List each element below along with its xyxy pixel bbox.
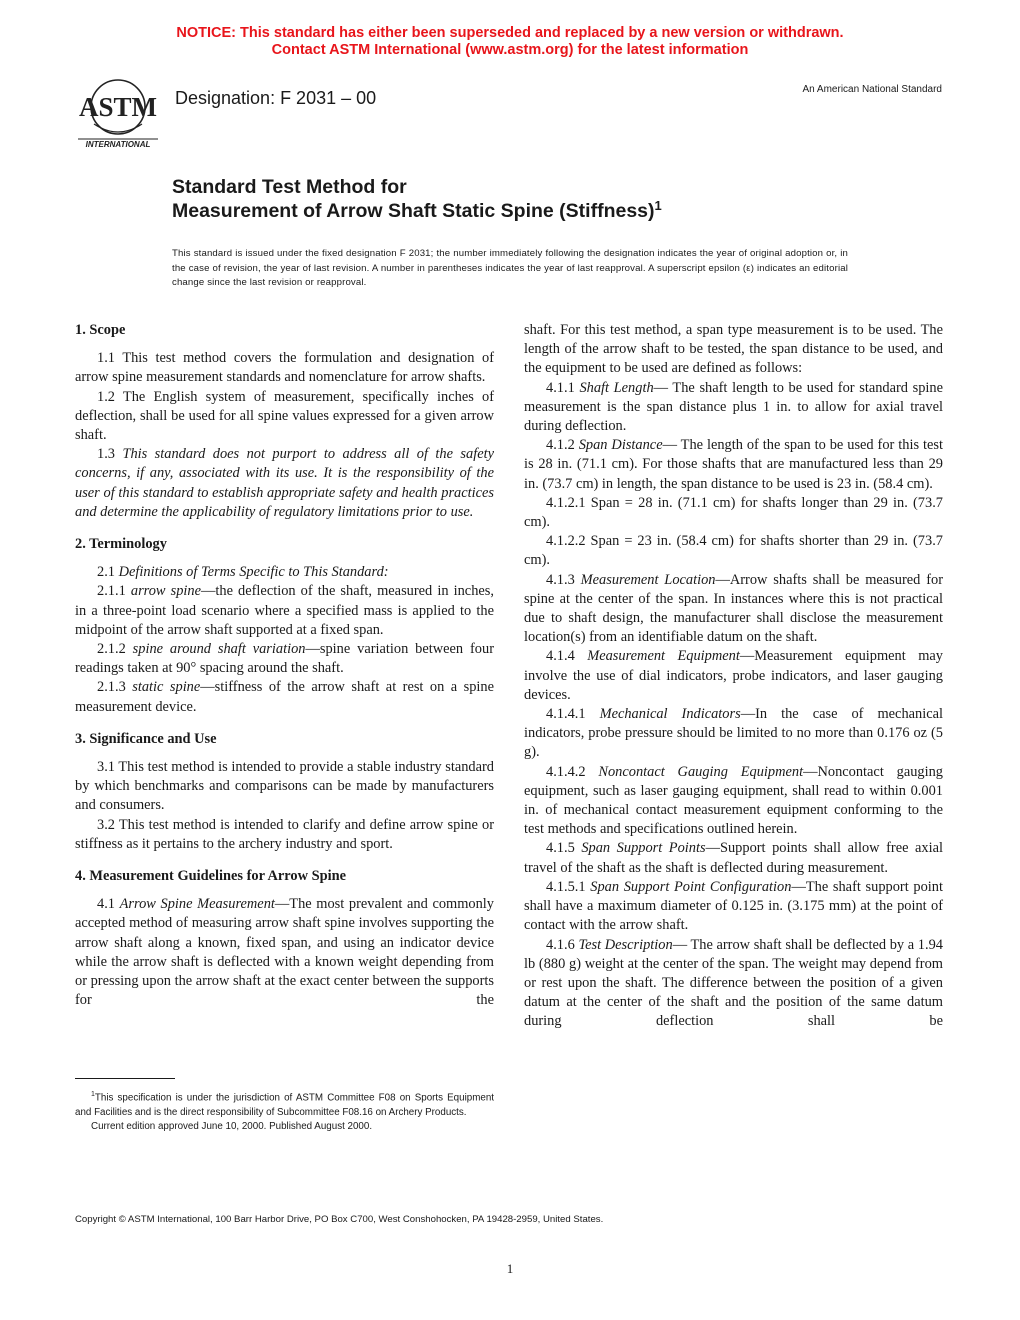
para-2-1-1 bbox=[75, 582, 494, 640]
para-number: 4.1 bbox=[97, 896, 120, 913]
para-text: —The most prevalent and commonly accepted method of measuring arrow shaft spine involves supporting the arrow shaft along a known, fixed span, and using an indicator device while the arrow shaft is deflected with a known weight depending from or pressing upon the arrow shaft at the exact center between the supports for the bbox=[75, 896, 494, 1009]
para-term: Definitions of Terms Specific to This Standard: bbox=[118, 564, 389, 581]
para-number: 4.1.4 bbox=[546, 648, 588, 665]
para-number: 4.1.3 bbox=[546, 571, 581, 588]
left-column bbox=[75, 321, 494, 1011]
terminology-heading: 2. Terminology bbox=[75, 536, 167, 553]
spacer bbox=[75, 854, 494, 867]
spacer bbox=[75, 749, 494, 758]
logo-subtext: INTERNATIONAL bbox=[85, 140, 151, 149]
para-number: 4.1.4.2 bbox=[546, 763, 599, 780]
para-number: 4.1.2 bbox=[546, 437, 579, 454]
para-number: 4.1.6 bbox=[546, 936, 579, 953]
para-text: This standard does not purport to address all of the safety concerns, if any, associated with its use. It is the responsibility of the user of this standard to establish appropriate safety and health practices and determine the applicability of regulatory limitations prior to use. bbox=[75, 446, 494, 520]
para-number: 2.1.1 bbox=[97, 583, 131, 600]
para-4-1-5 bbox=[524, 839, 943, 877]
para-number: 2.1.2 bbox=[97, 641, 133, 658]
guidelines-heading: 4. Measurement Guidelines for Arrow Spine bbox=[75, 868, 347, 885]
para-1-2: 1.2 The English system of measurement, specifically inches of deflection, shall be used for all spine values expressed for a given arrow shaft. bbox=[75, 388, 494, 444]
title-line-2 bbox=[172, 199, 932, 223]
para-3-1: 3.1 This test method is intended to provide a stable industry standard by which benchmarks and comparisons can be made by manufacturers and consumers. bbox=[75, 759, 494, 814]
para-term: Mechanical Indicators bbox=[599, 706, 741, 723]
page-number: 1 bbox=[506, 1261, 514, 1276]
issued-statement: This standard is issued under the fixed designation F 2031; the number immediately following the designation indicates the year of original adoption or, in the case of revision, the year of last revision. A number in parentheses indicates the year of last reapproval. A superscript epsilon (ε) indicates an editorial change since the last revision or reapproval. bbox=[172, 248, 848, 289]
para-text: — The arrow shaft shall be deflected by a 1.94 lb (880 g) weight at the center of the span. The weight may depend from or rest upon the shaft. The difference between the position of a given datum at the center of the shaft and the position of the same datum during deflection shall be bbox=[524, 936, 943, 1030]
document-title bbox=[172, 175, 932, 223]
para-number: 4.1.1 bbox=[546, 379, 580, 396]
para-4-1-2-1: 4.1.2.1 Span = 28 in. (71.1 cm) for shafts longer than 29 in. (73.7 cm). bbox=[524, 494, 943, 531]
supersede-notice bbox=[0, 25, 1020, 59]
para-4-1-3 bbox=[524, 571, 943, 648]
para-4-1-4-1 bbox=[524, 705, 943, 763]
spacer bbox=[75, 340, 494, 349]
footnote-para-2: Current edition approved June 10, 2000. Published August 2000. bbox=[91, 1121, 373, 1133]
para-text: —The shaft support point shall have a maximum diameter of 0.125 in. (3.175 mm) at the point of contact with the arrow shaft. bbox=[524, 878, 943, 934]
para-number: 4.1.5.1 bbox=[546, 878, 591, 895]
para-4-1-5-1 bbox=[524, 878, 943, 936]
para-2-1 bbox=[75, 563, 494, 582]
footnote-mark: 1 bbox=[91, 1091, 95, 1098]
para-text: —In the case of mechanical indicators, probe pressure should be limited to no more than 0.176 oz (5 g). bbox=[524, 706, 943, 761]
para-3-2: 3.2 This test method is intended to clarify and define arrow spine or stiffness as it pertains to the archery industry and sport. bbox=[75, 816, 494, 852]
para-4-1 bbox=[75, 895, 494, 1010]
para-text: —Support points shall allow free axial travel of the shaft as the shaft is deflected during measurement. bbox=[524, 840, 943, 876]
para-1-3 bbox=[75, 445, 494, 522]
para-text: —stiffness of the arrow shaft at rest on a spine measurement device. bbox=[75, 679, 494, 715]
logo-text: ASTM bbox=[78, 92, 158, 122]
footnote-rule bbox=[75, 1078, 175, 1079]
notice-line-1: NOTICE: This standard has either been superseded and replaced by a new version or withdrawn. bbox=[176, 25, 844, 41]
spacer bbox=[75, 886, 494, 895]
copyright: Copyright © ASTM International, 100 Barr Harbor Drive, PO Box C700, West Conshohocken, PA 19428-2959, United States. bbox=[75, 1214, 604, 1225]
para-term: Test Description bbox=[578, 936, 673, 953]
para-4-1-2 bbox=[524, 436, 943, 494]
american-national-standard: An American National Standard bbox=[802, 84, 942, 95]
para-term: Span Support Point Configuration bbox=[590, 878, 792, 895]
right-column bbox=[524, 321, 943, 1032]
para-4-1-continued: shaft. For this test method, a span type measurement is to be used. The length of the arrow shaft to be tested, the span distance to be used, and the equipment to be used are defined as follows: bbox=[524, 322, 943, 377]
para-4-1-2-2: 4.1.2.2 Span = 23 in. (58.4 cm) for shafts shorter than 29 in. (73.7 cm). bbox=[524, 533, 943, 569]
para-term: arrow spine bbox=[130, 583, 201, 600]
spacer bbox=[75, 554, 494, 563]
para-term: Span Distance bbox=[578, 437, 663, 454]
para-text: —Measurement equipment may involve the use of dial indicators, probe indicators, and laser gauging devices. bbox=[524, 648, 943, 703]
para-text: —the deflection of the shaft, measured in inches, in a three-point load scenario where a specified mass is applied to the midpoint of the arrow shaft supported at a fixed span. bbox=[75, 583, 494, 638]
para-term: spine around shaft variation bbox=[132, 641, 306, 658]
para-term: Noncontact Gauging Equipment bbox=[598, 763, 804, 780]
para-number: 2.1 bbox=[97, 564, 119, 581]
para-term: Arrow Spine Measurement bbox=[119, 896, 275, 913]
para-number: 4.1.5 bbox=[546, 840, 582, 857]
title-main: Measurement of Arrow Shaft Static Spine (Stiffness) bbox=[172, 200, 655, 222]
notice-line-2: Contact ASTM International (www.astm.org) for the latest information bbox=[271, 42, 749, 58]
para-4-1-6 bbox=[524, 936, 943, 1032]
para-4-1-1 bbox=[524, 379, 943, 437]
scope-heading: 1. Scope bbox=[75, 322, 126, 338]
para-text: — The shaft length to be used for standard spine measurement is the span distance plus 1 in. to allow for axial travel during deflection. bbox=[524, 379, 944, 435]
para-text: — The length of the span to be used for this test is 28 in. (71.1 cm). For those shafts that are manufactured less than 29 in. (73.7 cm) in length, the span distance to be used is 23 in. (58.4 cm). bbox=[524, 437, 943, 492]
para-term: Measurement Equipment bbox=[587, 648, 740, 665]
para-2-1-2 bbox=[75, 640, 494, 678]
spacer bbox=[75, 522, 494, 535]
footnote-para-1 bbox=[75, 1088, 494, 1120]
para-1-1: 1.1 This test method covers the formulation and designation of arrow spine measurement standards and nomenclature for arrow shafts. bbox=[75, 350, 494, 386]
title-line-1: Standard Test Method for bbox=[172, 176, 407, 198]
designation: Designation: F 2031 – 00 bbox=[175, 88, 377, 108]
para-text: —Arrow shafts shall be measured for spine at the center of the span. In instances where this is not practical due to shaft design, the manufacturer shall disclose the measurement location(s) from an identifiable datum on the shaft. bbox=[524, 571, 943, 646]
para-text: —spine variation between four readings taken at 90° spacing around the shaft. bbox=[75, 641, 494, 677]
title-footnote-mark: 1 bbox=[654, 198, 662, 213]
footnote bbox=[75, 1088, 494, 1135]
footnote-text: This specification is under the jurisdiction of ASTM Committee F08 on Sports Equipment and Facilities and is the direct responsibility of Subcommittee F08.16 on Archery Products. bbox=[75, 1092, 494, 1118]
astm-logo bbox=[74, 76, 162, 150]
para-term: Span Support Points bbox=[581, 840, 706, 857]
spacer bbox=[75, 717, 494, 730]
para-text: —Noncontact gauging equipment, such as laser gauging equipment, shall read to within 0.001 in. of mechanical contact measurement equipment conforming to the test methods and specifications outlined herein. bbox=[524, 763, 943, 838]
para-number: 4.1.4.1 bbox=[546, 706, 600, 723]
para-term: static spine bbox=[132, 679, 201, 696]
para-term: Measurement Location bbox=[580, 571, 716, 588]
significance-heading: 3. Significance and Use bbox=[75, 730, 217, 747]
para-number: 2.1.3 bbox=[97, 679, 133, 696]
para-number: 1.3 bbox=[97, 446, 123, 463]
para-2-1-3 bbox=[75, 678, 494, 716]
para-term: Shaft Length bbox=[579, 379, 654, 396]
para-4-1-4-2 bbox=[524, 763, 943, 840]
para-4-1-4 bbox=[524, 647, 943, 705]
